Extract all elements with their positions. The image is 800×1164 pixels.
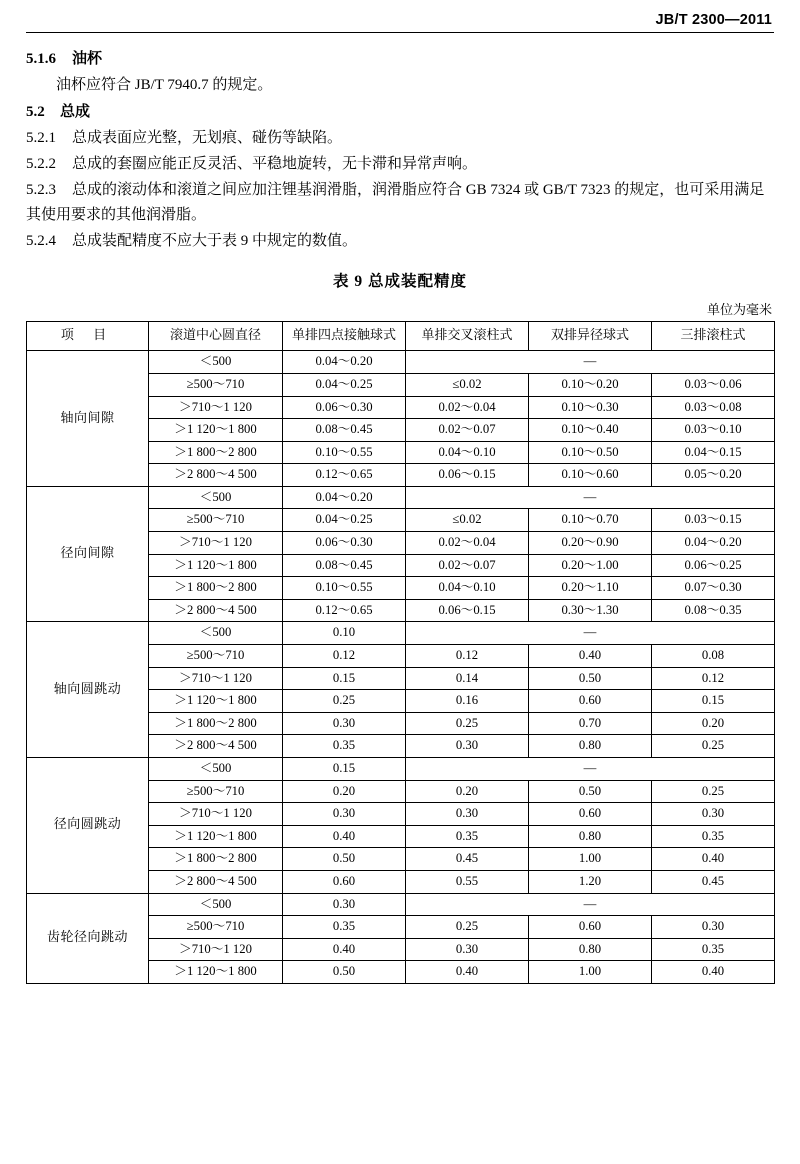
cell-value: 0.04～0.25 xyxy=(283,373,406,396)
clause-5-1-6 xyxy=(26,47,774,71)
cell-value: 0.40 xyxy=(652,961,775,984)
table-row xyxy=(27,486,775,509)
column-header-single-row-cross-roller: 单排交叉滚柱式 xyxy=(406,322,529,351)
cell-value: 0.04～0.15 xyxy=(652,441,775,464)
cell-pitch-diameter: ＜500 xyxy=(149,893,283,916)
cell-value: 0.03～0.10 xyxy=(652,419,775,442)
cell-value: 0.20 xyxy=(283,780,406,803)
clause-5-1-6-body: 油杯应符合 JB/T 7940.7 的规定。 xyxy=(56,77,273,94)
cell-pitch-diameter: ＞2 800～4 500 xyxy=(149,870,283,893)
cell-value: 0.04～0.20 xyxy=(283,351,406,374)
cell-value: 0.45 xyxy=(406,848,529,871)
column-header-double-row-ball: 双排异径球式 xyxy=(529,322,652,351)
column-header-pitch-diameter: 滚道中心圆直径 xyxy=(149,322,283,351)
cell-value: 0.30 xyxy=(652,916,775,939)
table-body xyxy=(27,351,775,984)
clause-title: 油杯 xyxy=(72,51,103,67)
clause-number: 5.2.4 xyxy=(26,233,56,250)
cell-pitch-diameter: ＜500 xyxy=(149,351,283,374)
cell-value: 0.30 xyxy=(406,803,529,826)
assembly-accuracy-table xyxy=(26,321,775,984)
cell-value: 0.35 xyxy=(652,825,775,848)
cell-pitch-diameter: ＜500 xyxy=(149,758,283,781)
cell-value: 0.06～0.30 xyxy=(283,396,406,419)
cell-value: 0.07～0.30 xyxy=(652,577,775,600)
cell-value: 0.04～0.10 xyxy=(406,441,529,464)
cell-pitch-diameter: ＜500 xyxy=(149,486,283,509)
clause-number: 5.2.1 xyxy=(26,129,56,146)
cell-value: 0.25 xyxy=(406,712,529,735)
cell-pitch-diameter: ＞710～1 120 xyxy=(149,938,283,961)
cell-value: 0.12 xyxy=(283,645,406,668)
cell-value: 0.30 xyxy=(283,893,406,916)
clause-5-2-4 xyxy=(26,229,774,253)
row-group-label: 轴向圆跳动 xyxy=(27,622,149,758)
column-header-item: 项 目 xyxy=(27,322,149,351)
cell-value: 0.06～0.15 xyxy=(406,464,529,487)
cell-value: 0.10～0.50 xyxy=(529,441,652,464)
cell-value: 0.30 xyxy=(406,735,529,758)
cell-value: 0.40 xyxy=(529,645,652,668)
cell-not-applicable: — xyxy=(406,622,775,645)
cell-value: 0.35 xyxy=(283,916,406,939)
cell-pitch-diameter: ≥500～710 xyxy=(149,645,283,668)
cell-pitch-diameter: ＜500 xyxy=(149,622,283,645)
cell-not-applicable: — xyxy=(406,351,775,374)
cell-value: 0.03～0.15 xyxy=(652,509,775,532)
cell-value: 0.50 xyxy=(283,848,406,871)
cell-pitch-diameter: ＞710～1 120 xyxy=(149,803,283,826)
table-row xyxy=(27,758,775,781)
clause-number: 5.2.2 xyxy=(26,156,56,173)
cell-value: 0.10～0.40 xyxy=(529,419,652,442)
header-divider xyxy=(26,32,774,33)
cell-value: 0.06～0.25 xyxy=(652,554,775,577)
cell-value: 0.12 xyxy=(406,645,529,668)
cell-value: 0.03～0.06 xyxy=(652,373,775,396)
cell-value: 0.15 xyxy=(652,690,775,713)
cell-value: 0.30 xyxy=(406,938,529,961)
cell-value: ≤0.02 xyxy=(406,509,529,532)
cell-pitch-diameter: ≥500～710 xyxy=(149,780,283,803)
cell-pitch-diameter: ＞2 800～4 500 xyxy=(149,599,283,622)
cell-value: 0.16 xyxy=(406,690,529,713)
clause-number: 5.1.6 xyxy=(26,51,56,67)
cell-value: 0.08 xyxy=(652,645,775,668)
cell-pitch-diameter: ＞1 120～1 800 xyxy=(149,690,283,713)
cell-value: 1.00 xyxy=(529,848,652,871)
clause-title: 总成 xyxy=(60,103,91,120)
cell-value: 0.70 xyxy=(529,712,652,735)
cell-pitch-diameter: ＞1 800～2 800 xyxy=(149,441,283,464)
cell-value: 0.20～1.00 xyxy=(529,554,652,577)
cell-value: 0.04～0.10 xyxy=(406,577,529,600)
cell-value: 0.10～0.70 xyxy=(529,509,652,532)
cell-value: 0.35 xyxy=(406,825,529,848)
cell-value: 0.40 xyxy=(652,848,775,871)
cell-value: 0.25 xyxy=(652,780,775,803)
cell-value: 0.12 xyxy=(652,667,775,690)
cell-value: 0.04～0.25 xyxy=(283,509,406,532)
cell-value: 0.25 xyxy=(406,916,529,939)
cell-value: 0.20 xyxy=(652,712,775,735)
cell-value: 0.50 xyxy=(283,961,406,984)
cell-value: 0.35 xyxy=(652,938,775,961)
cell-value: 0.25 xyxy=(283,690,406,713)
cell-value: 0.20～0.90 xyxy=(529,532,652,555)
clause-text: 总成的滚动体和滚道之间应加注锂基润滑脂，润滑脂应符合 GB 7324 或 GB/T 7323 的规定，也可采用满足其使用要求的其他润滑脂。 xyxy=(26,182,765,223)
cell-value: 0.35 xyxy=(283,735,406,758)
cell-value: 0.15 xyxy=(283,758,406,781)
cell-pitch-diameter: ＞1 120～1 800 xyxy=(149,554,283,577)
cell-value: 0.55 xyxy=(406,870,529,893)
column-header-single-row-four-point: 单排四点接触球式 xyxy=(283,322,406,351)
row-group-label: 径向圆跳动 xyxy=(27,758,149,894)
cell-value: 0.80 xyxy=(529,735,652,758)
cell-value: 0.04～0.20 xyxy=(652,532,775,555)
cell-pitch-diameter: ＞2 800～4 500 xyxy=(149,735,283,758)
clause-5-2-3 xyxy=(26,178,774,227)
cell-pitch-diameter: ＞1 800～2 800 xyxy=(149,848,283,871)
cell-not-applicable: — xyxy=(406,758,775,781)
row-group-label: 径向间隙 xyxy=(27,486,149,622)
cell-value: 0.60 xyxy=(529,803,652,826)
cell-pitch-diameter: ≥500～710 xyxy=(149,916,283,939)
cell-pitch-diameter: ＞1 800～2 800 xyxy=(149,577,283,600)
table-caption: 表 9 总成装配精度 xyxy=(332,273,467,291)
cell-value: 0.10 xyxy=(283,622,406,645)
cell-value: 0.45 xyxy=(652,870,775,893)
cell-value: 0.15 xyxy=(283,667,406,690)
clause-text: 总成表面应光整，无划痕、碰伤等缺陷。 xyxy=(72,129,343,146)
cell-value: 0.12～0.65 xyxy=(283,464,406,487)
cell-pitch-diameter: ＞1 120～1 800 xyxy=(149,419,283,442)
cell-pitch-diameter: ≥500～710 xyxy=(149,509,283,532)
clause-5-2-1 xyxy=(26,126,774,150)
cell-value: 0.02～0.04 xyxy=(406,532,529,555)
cell-pitch-diameter: ＞1 800～2 800 xyxy=(149,712,283,735)
cell-value: 0.50 xyxy=(529,667,652,690)
cell-not-applicable: — xyxy=(406,486,775,509)
cell-value: 0.12～0.65 xyxy=(283,599,406,622)
table-row xyxy=(27,893,775,916)
cell-pitch-diameter: ≥500～710 xyxy=(149,373,283,396)
table-unit-note: 单位为毫米 xyxy=(706,302,772,318)
page-header xyxy=(26,0,774,28)
cell-value: 0.25 xyxy=(652,735,775,758)
cell-pitch-diameter: ＞1 120～1 800 xyxy=(149,961,283,984)
cell-value: 0.30 xyxy=(283,803,406,826)
clause-text: 总成装配精度不应大于表 9 中规定的数值。 xyxy=(72,233,358,250)
cell-value: 0.20～1.10 xyxy=(529,577,652,600)
cell-value: 0.10～0.55 xyxy=(283,577,406,600)
cell-pitch-diameter: ＞710～1 120 xyxy=(149,532,283,555)
cell-value: 0.60 xyxy=(529,916,652,939)
cell-value: 0.08～0.45 xyxy=(283,419,406,442)
cell-value: 1.00 xyxy=(529,961,652,984)
cell-value: 0.10～0.30 xyxy=(529,396,652,419)
cell-value: 0.20 xyxy=(406,780,529,803)
cell-value: 0.08～0.45 xyxy=(283,554,406,577)
clause-5-2-2 xyxy=(26,152,774,176)
cell-value: ≤0.02 xyxy=(406,373,529,396)
cell-value: 0.14 xyxy=(406,667,529,690)
cell-value: 0.03～0.08 xyxy=(652,396,775,419)
cell-value: 0.30～1.30 xyxy=(529,599,652,622)
clause-5-2 xyxy=(26,100,774,124)
row-group-label: 轴向间隙 xyxy=(27,351,149,487)
cell-value: 0.80 xyxy=(529,825,652,848)
cell-value: 0.10～0.60 xyxy=(529,464,652,487)
cell-value: 0.08～0.35 xyxy=(652,599,775,622)
clause-number: 5.2 xyxy=(26,103,45,120)
cell-value: 0.02～0.07 xyxy=(406,419,529,442)
cell-value: 0.60 xyxy=(283,870,406,893)
cell-value: 0.40 xyxy=(406,961,529,984)
table-header-row xyxy=(27,322,775,351)
cell-value: 0.10～0.20 xyxy=(529,373,652,396)
clause-text: 总成的套圈应能正反灵活、平稳地旋转，无卡滞和异常声响。 xyxy=(72,156,478,173)
cell-value: 0.05～0.20 xyxy=(652,464,775,487)
cell-pitch-diameter: ＞710～1 120 xyxy=(149,667,283,690)
cell-value: 0.30 xyxy=(283,712,406,735)
cell-not-applicable: — xyxy=(406,893,775,916)
standard-number: JB/T 2300—2011 xyxy=(655,12,772,28)
cell-value: 0.50 xyxy=(529,780,652,803)
cell-pitch-diameter: ＞2 800～4 500 xyxy=(149,464,283,487)
column-header-three-row-roller: 三排滚柱式 xyxy=(652,322,775,351)
cell-value: 0.60 xyxy=(529,690,652,713)
cell-value: 0.80 xyxy=(529,938,652,961)
cell-pitch-diameter: ＞710～1 120 xyxy=(149,396,283,419)
clause-number: 5.2.3 xyxy=(26,182,56,199)
cell-value: 0.02～0.04 xyxy=(406,396,529,419)
cell-pitch-diameter: ＞1 120～1 800 xyxy=(149,825,283,848)
cell-value: 0.30 xyxy=(652,803,775,826)
row-group-label: 齿轮径向跳动 xyxy=(27,893,149,983)
cell-value: 0.40 xyxy=(283,938,406,961)
cell-value: 0.10～0.55 xyxy=(283,441,406,464)
table-row xyxy=(27,351,775,374)
table-row xyxy=(27,622,775,645)
cell-value: 0.40 xyxy=(283,825,406,848)
cell-value: 0.02～0.07 xyxy=(406,554,529,577)
cell-value: 0.04～0.20 xyxy=(283,486,406,509)
cell-value: 1.20 xyxy=(529,870,652,893)
cell-value: 0.06～0.15 xyxy=(406,599,529,622)
cell-value: 0.06～0.30 xyxy=(283,532,406,555)
